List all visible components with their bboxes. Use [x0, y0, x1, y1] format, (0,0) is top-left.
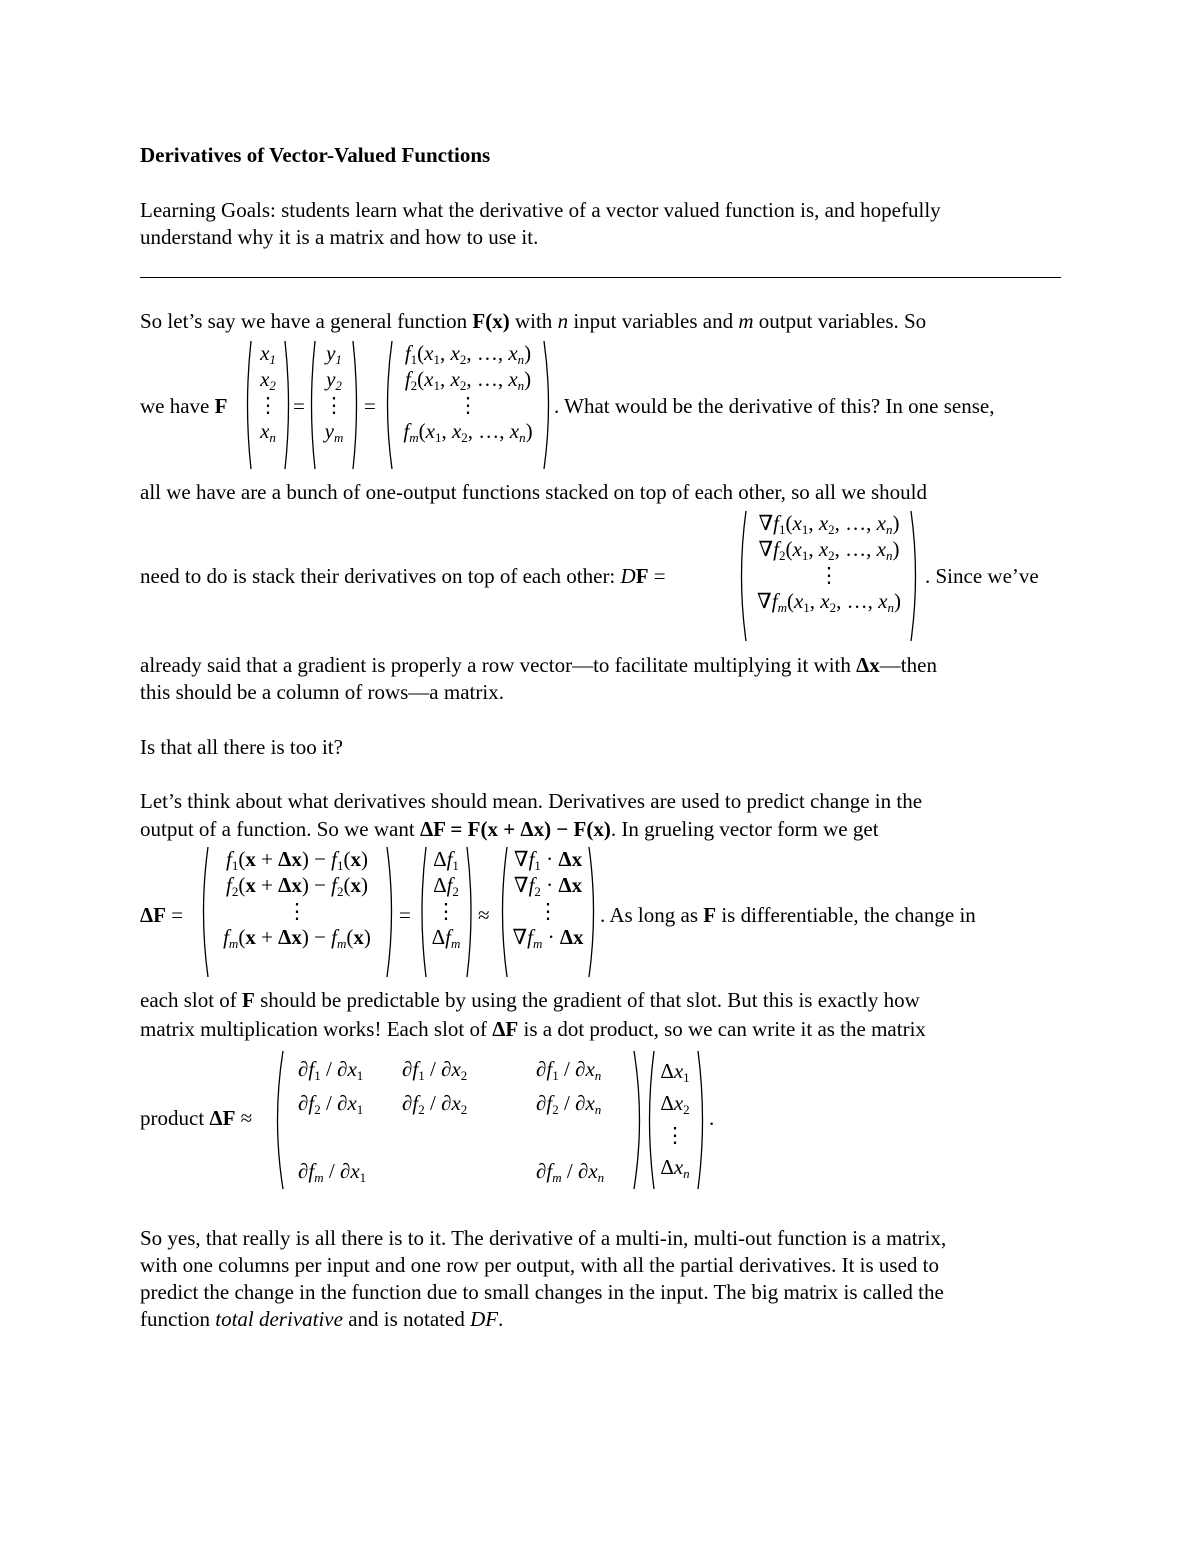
paragraph-10: So yes, that really is all there is to it. The derivative of a multi-in, multi-out function is a matrix,: [140, 1226, 947, 1250]
horizontal-rule: [140, 277, 1061, 278]
paragraph-8: each slot of F should be predictable by using the gradient of that slot. But this is exactly how: [140, 988, 920, 1012]
equation-3-tail: . As long as F is differentiable, the change in: [600, 903, 976, 927]
paragraph-6: Let’s think about what derivatives should mean. Derivatives are used to predict change in the: [140, 789, 923, 813]
learning-goals-line-2: understand why it is a matrix and how to use it.: [140, 225, 539, 249]
paragraph-5: this should be a column of rows—a matrix.: [140, 680, 504, 704]
paragraph-9: matrix multiplication works! Each slot of ΔF is a dot product, so we can write it as the matrix: [140, 1017, 926, 1041]
learning-goals-line-1: Learning Goals: students learn what the derivative of a vector valued function is, and hopefully: [140, 198, 941, 222]
paragraph-7: output of a function. So we want ΔF = F(x + Δx) − F(x). In grueling vector form we get: [140, 817, 879, 841]
paragraph-13: function total derivative and is notated DF.: [140, 1307, 504, 1331]
equation-1-tail: . What would be the derivative of this? In one sense,: [554, 394, 995, 418]
equation-2-tail: . Since we’ve: [925, 564, 1039, 588]
paragraph-12: predict the change in the function due to small changes in the input. The big matrix is called the: [140, 1280, 944, 1304]
paragraph-2: all we have are a bunch of one-output functions stacked on top of each other, so all we should: [140, 480, 927, 504]
paragraph-4: already said that a gradient is properly a row vector—to facilitate multiplying it with Δx—then: [140, 653, 937, 677]
paragraph-11: with one columns per input and one row per output, with all the partial derivatives. It is used to: [140, 1253, 939, 1277]
we-have-text: we have F: [140, 394, 228, 418]
page-title: Derivatives of Vector-Valued Functions: [140, 143, 491, 167]
question-line: Is that all there is too it?: [140, 735, 343, 759]
paragraph-3-lead: need to do is stack their derivatives on top of each other: DF =: [140, 564, 666, 588]
paragraph-1: So let’s say we have a general function F(x) with n input variables and m output variables. So: [140, 309, 927, 333]
product-lead: product ΔF ≈: [140, 1106, 253, 1130]
